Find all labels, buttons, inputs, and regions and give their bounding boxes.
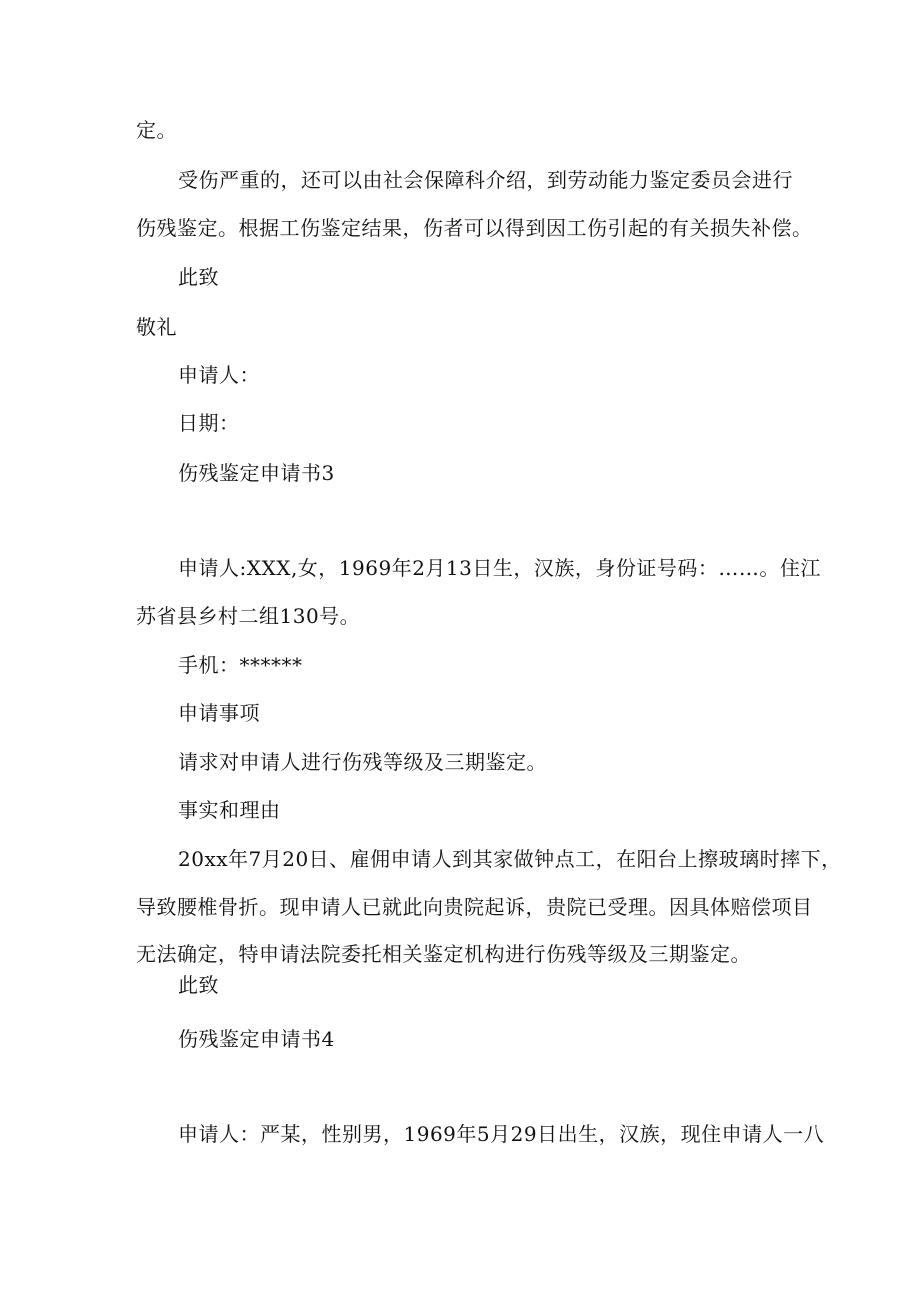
closing-regards: 敬礼 — [136, 315, 177, 339]
closing-salutation-2: 此致 — [178, 973, 219, 997]
facts-line-1: 20xx年7月20日、雇佣申请人到其家做钟点工，在阳台上擦玻璃时摔下， — [178, 847, 842, 871]
applicant-info-line-2: 苏省县乡村二组130号。 — [136, 604, 361, 628]
phone-line: 手机：****** — [178, 653, 303, 677]
request-items-text: 请求对申请人进行伤残等级及三期鉴定。 — [178, 750, 547, 774]
paragraph-continuation: 定。 — [136, 118, 177, 142]
facts-line-3: 无法确定，特申请法院委托相关鉴定机构进行伤残等级及三期鉴定。 — [136, 942, 751, 966]
applicant-info-4-line-1: 申请人：严某，性别男，1969年5月29日出生，汉族，现住申请人一八 — [178, 1122, 825, 1146]
closing-salutation: 此致 — [178, 265, 219, 289]
section-title-4: 伤残鉴定申请书4 — [178, 1027, 335, 1051]
facts-reasons-heading: 事实和理由 — [178, 798, 281, 822]
applicant-signature-label: 申请人： — [178, 363, 260, 387]
paragraph-injury-line-2: 伤残鉴定。根据工伤鉴定结果，伤者可以得到因工伤引起的有关损失补偿。 — [136, 216, 813, 240]
request-items-heading: 申请事项 — [178, 701, 260, 725]
date-label: 日期： — [178, 411, 240, 435]
facts-line-2: 导致腰椎骨折。现申请人已就此向贵院起诉，贵院已受理。因具体赔偿项目 — [136, 895, 813, 919]
section-title-3: 伤残鉴定申请书3 — [178, 461, 335, 485]
paragraph-injury-line-1: 受伤严重的，还可以由社会保障科介绍，到劳动能力鉴定委员会进行 — [178, 168, 793, 192]
applicant-info-line-1: 申请人:XXX,女，1969年2月13日生，汉族，身份证号码：……。住江 — [178, 556, 821, 580]
